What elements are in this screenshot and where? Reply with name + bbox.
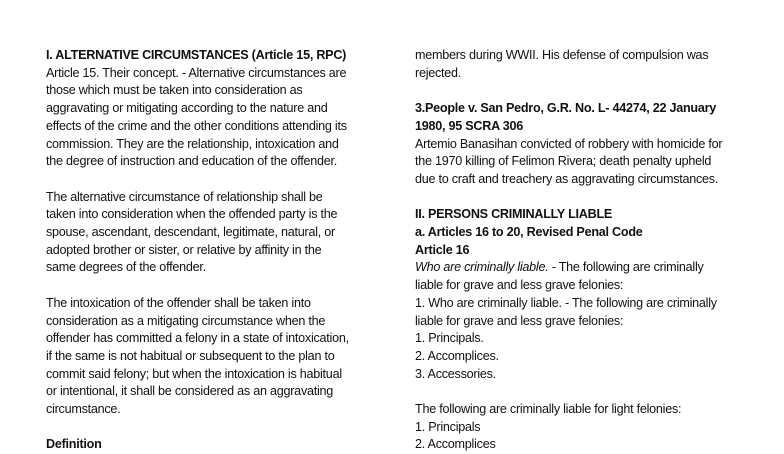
paragraph-gap — [415, 383, 755, 401]
text-line: consideration as a mitigating circumstance when the — [46, 313, 326, 328]
article-lead-rest: - The following are criminally — [548, 260, 704, 275]
section-heading-persons-liable: II. PERSONS CRIMINALLY LIABLE — [415, 207, 613, 222]
text-line: aggravating or mitigating according to the nature and — [46, 101, 328, 116]
list-item: 1. Principals — [415, 419, 481, 434]
sub-heading-articles: a. Articles 16 to 20, Revised Penal Code — [415, 225, 643, 239]
definition-heading: Definition — [46, 437, 102, 452]
text-line: commission. They are the relationship, intoxication and — [46, 136, 339, 151]
list-item: 3. Accessories. — [415, 366, 496, 381]
grave-felonies-list — [415, 330, 755, 383]
text-line: The intoxication of the offender shall be taken into — [46, 295, 311, 310]
text-line: offender has committed a felony in a state of intoxication, — [46, 331, 349, 346]
paragraph-gap — [46, 171, 376, 189]
text-line: liable for grave and less grave felonies: — [415, 278, 624, 293]
continuation-paragraph — [415, 47, 755, 82]
text-line: The alternative circumstance of relationship shall be — [46, 189, 323, 204]
list-item: 2. Accomplices. — [415, 348, 499, 363]
text-line: commit said felony; but when the intoxication is habitual — [46, 366, 342, 381]
text-line: rejected. — [415, 65, 462, 80]
paragraph-gap — [415, 82, 755, 100]
text-line: Artemio Banasihan convicted of robbery with homicide for — [415, 136, 723, 151]
text-line: if the same is not habitual or subsequent to the plan to — [46, 348, 335, 363]
paragraph-intoxication — [46, 295, 376, 419]
paragraph-concept — [46, 65, 376, 171]
article-heading: Article 16 — [415, 242, 470, 257]
case-heading — [415, 100, 755, 135]
text-line: circumstance. — [46, 402, 121, 417]
text-line: Article 15. Their concept. - Alternative circumstances are — [46, 65, 347, 80]
list-item: 1. Principals. — [415, 331, 484, 346]
text-line: effects of the crime and the other conditions attending its — [46, 118, 347, 133]
left-column — [46, 47, 376, 454]
text-line: members during WWII. His defense of compulsion was — [415, 48, 709, 62]
paragraph-gap — [46, 419, 376, 437]
text-line: spouse, ascendant, descendant, legitimate, natural, or — [46, 225, 335, 240]
text-line: due to craft and treachery as aggravating circumstances. — [415, 171, 719, 186]
case-summary — [415, 136, 755, 189]
paragraph-relationship — [46, 189, 376, 278]
text-line: liable for grave and less grave felonies: — [415, 313, 624, 328]
text-line: same degrees of the offender. — [46, 260, 206, 275]
text-line: the 1970 killing of Felimon Rivera; death penalty upheld — [415, 154, 712, 169]
right-column — [415, 47, 755, 454]
text-line: those which must be taken into consideration as — [46, 83, 303, 98]
paragraph-gap — [415, 189, 755, 207]
section-heading-alternative: I. ALTERNATIVE CIRCUMSTANCES (Article 15, RPC) — [46, 48, 347, 62]
text-line: taken into consideration when the offended party is the — [46, 207, 338, 222]
paragraph-gap — [46, 277, 376, 295]
light-felonies-list — [415, 419, 755, 454]
text-line: 1. Who are criminally liable. - The following are criminally — [415, 295, 717, 310]
text-line: or intentional, it shall be considered as an aggravating — [46, 384, 334, 399]
list-item: 2. Accomplices — [415, 437, 496, 452]
case-title-line: 1980, 95 SCRA 306 — [415, 118, 523, 133]
light-felonies-intro: The following are criminally liable for light felonies: — [415, 402, 682, 417]
article-lead-line — [415, 259, 755, 277]
text-line: the degree of instruction and education of the offender. — [46, 154, 338, 169]
article-italic-title: Who are criminally liable. — [415, 260, 549, 275]
text-line: adopted brother or sister, or relative by affinity in the — [46, 242, 322, 257]
case-title-line: 3.People v. San Pedro, G.R. No. L- 44274, 22 January — [415, 101, 717, 116]
